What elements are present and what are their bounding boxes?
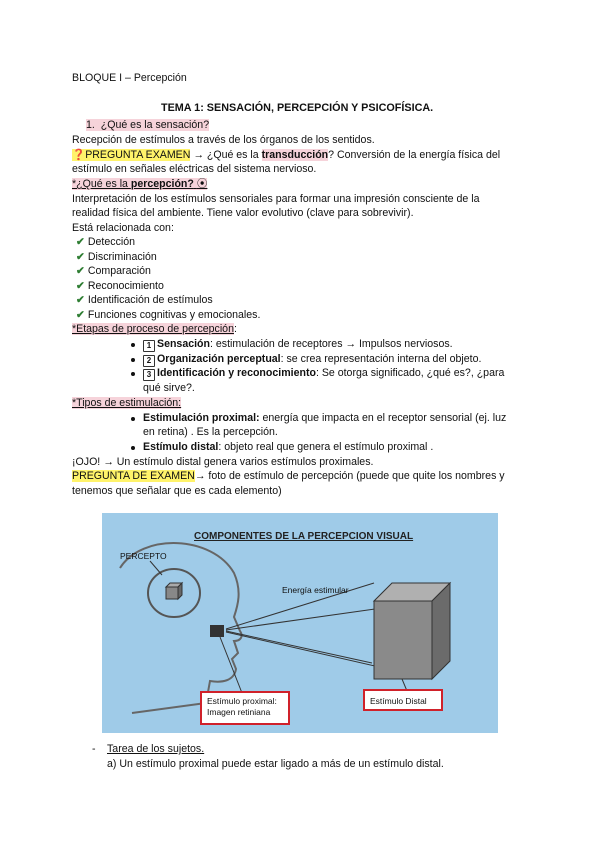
- list-item: ✔ Comparación: [76, 265, 151, 277]
- type-item: Estímulo distal: objeto real que genera el estímulo proximal .: [143, 441, 434, 453]
- check-icon: ✔: [76, 236, 85, 248]
- type-item: Estimulación proximal: energía que impacta en el receptor sensorial (ej. luz: [143, 412, 507, 424]
- type-item-cont: en retina) . Es la percepción.: [143, 426, 278, 438]
- check-icon: ✔: [76, 251, 85, 263]
- check-icon: ✔: [76, 309, 85, 321]
- check-icon: ✔: [76, 280, 85, 292]
- percept-cube: [166, 583, 182, 599]
- q1-exam-line: ❓PREGUNTA EXAMEN → ¿Qué es la transducción? Conversión de la energía física del: [72, 149, 501, 161]
- bullet-dot: [131, 417, 135, 421]
- list-item: ✔ Detección: [76, 236, 135, 248]
- q1-heading: 1. ¿Qué es la sensación?: [86, 119, 210, 131]
- list-item: ✔ Funciones cognitivas y emocionales.: [76, 309, 261, 321]
- check-icon: ✔: [76, 294, 85, 306]
- bullet-dot: [131, 343, 135, 347]
- check-icon: ✔: [76, 265, 85, 277]
- page-title: TEMA 1: SENSACIÓN, PERCEPCIÓN Y PSICOFÍSICA.: [161, 102, 434, 114]
- exam-tag: PREGUNTA DE EXAMEN: [72, 470, 195, 482]
- stages-heading: *Etapas de proceso de percepción:: [72, 323, 237, 335]
- q2-heading: *¿Qué es la percepción? ⦿: [72, 178, 208, 190]
- types-heading: *Tipos de estimulación:: [72, 397, 182, 409]
- proximal-leader: [220, 637, 242, 693]
- bullet-dot: [131, 372, 135, 376]
- stage-item-cont: qué sirve?.: [143, 382, 195, 394]
- list-item: ✔ Reconocimiento: [76, 280, 164, 292]
- q2-def-2: realidad física del ambiente. Tiene valor evolutivo (clave para sobrevivir).: [72, 207, 414, 219]
- figure-title: COMPONENTES DE LA PERCEPCION VISUAL: [194, 531, 414, 542]
- q1-answer: Recepción de estímulos a través de los órganos de los sentidos.: [72, 134, 375, 146]
- eye-icon: [210, 625, 224, 637]
- q2-def-1: Interpretación de los estímulos sensoriales para formar una impresión consciente de la: [72, 193, 480, 205]
- stage-item: 1 Sensación: estimulación de receptores → Impulsos nerviosos.: [143, 338, 453, 352]
- bullet-dot: [131, 446, 135, 450]
- q2-related: Está relacionada con:: [72, 222, 174, 234]
- stage-item: 2 Organización perceptual: se crea representación interna del objeto.: [143, 353, 481, 367]
- ojo-note: ¡OJO! → Un estímulo distal genera varios estímulos proximales.: [72, 456, 374, 468]
- distal-box: Estímulo Distal: [363, 689, 443, 711]
- exam-tag: ❓PREGUNTA EXAMEN: [72, 149, 191, 161]
- percept-label: PERCEPTO: [120, 551, 167, 561]
- task-heading: Tarea de los sujetos.: [107, 743, 205, 755]
- task-note: a) Un estímulo proximal puede estar ligado a más de un estímulo distal.: [107, 758, 444, 770]
- proximal-box: Estímulo proximal: Imagen retiniana: [200, 691, 290, 725]
- q1-heading-row: [86, 119, 209, 132]
- energy-label: Energía estimular: [282, 585, 349, 595]
- distal-cube: [374, 583, 450, 679]
- block-header: BLOQUE I – Percepción: [72, 72, 187, 84]
- task-dash: -: [92, 743, 96, 755]
- eye-icon: ⦿: [196, 178, 208, 190]
- bullet-dot: [131, 358, 135, 362]
- list-item: ✔ Discriminación: [76, 251, 157, 263]
- perception-figure: [102, 513, 498, 733]
- exam-line: PREGUNTA DE EXAMEN→ foto de estímulo de percepción (puede que quite los nombres y: [72, 470, 505, 482]
- percept-leader: [150, 561, 162, 575]
- stage-item: 3 Identificación y reconocimiento: Se otorga significado, ¿qué es?, ¿para: [143, 367, 504, 381]
- q1-exam-line2: estímulo en señales eléctricas del sistema nervioso.: [72, 163, 317, 175]
- ray: [226, 631, 372, 663]
- exam-line2: tenemos que señalar que es cada elemento): [72, 485, 282, 497]
- list-item: ✔ Identificación de estímulos: [76, 294, 213, 306]
